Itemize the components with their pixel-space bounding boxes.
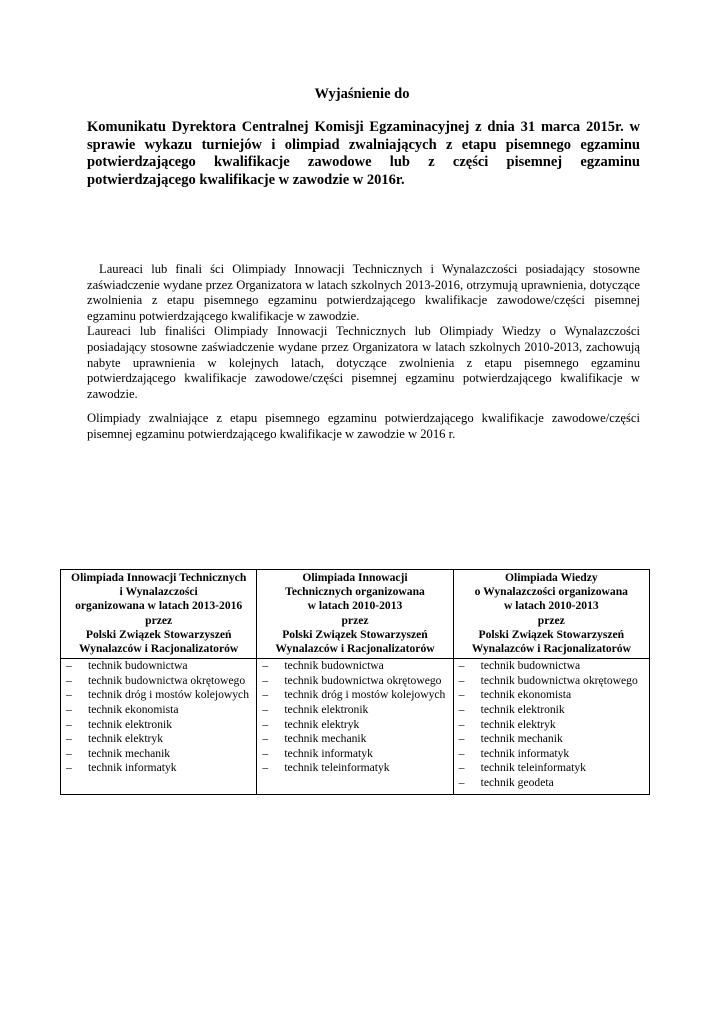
header-line: przez <box>145 613 173 627</box>
list-item: – technik elektryk <box>64 732 253 747</box>
list-item: – technik budownictwa <box>457 659 646 674</box>
list-item: – technik teleinformatyk <box>260 761 449 776</box>
header-line: Wynalazców i Racjonalizatorów <box>275 642 435 656</box>
header-line: Wynalazców i Racjonalizatorów <box>79 642 239 656</box>
list-item: – technik dróg i mostów kolejowych <box>260 688 449 703</box>
list-item: – technik informatyk <box>260 747 449 762</box>
list-item: – technik ekonomista <box>457 688 646 703</box>
header-line: Technicznych organizowana <box>285 585 425 599</box>
header-line: Polski Związek Stowarzyszeń <box>282 627 428 641</box>
paragraph-3: Olimpiady zwalniające z etapu pisemnego egzaminu potwierdzającego kwalifikacje zawodowe/części pisemnej egzaminu potwierdzającego kwalifikacje w zawodzie w 2016 r. <box>87 411 640 441</box>
list-item: – technik budownictwa okrętowego <box>260 674 449 689</box>
list-item: – technik ekonomista <box>64 703 253 718</box>
list-item: – technik geodeta <box>457 776 646 791</box>
column-1-list-cell <box>61 659 257 794</box>
profession-list <box>457 659 646 790</box>
list-item: – technik mechanik <box>64 747 253 762</box>
list-item: – technik mechanik <box>457 732 646 747</box>
paragraph-1: Laureaci lub finali ści Olimpiady Innowacji Technicznych i Wynalazczości posiadający stosowne zaświadczenie wydane przez Organizatora w latach szkolnych 2013-2016, otrzymują uprawnienia, dotyczące zwolnienia z etapu pisemnego egzaminu potwierdzającego kwalifikacje zawodowe/części pisemnej egzaminu potwierdzającego kwalifikacje w zawodzie. <box>87 262 640 323</box>
list-item: – technik dróg i mostów kolejowych <box>64 688 253 703</box>
list-item: – technik elektronik <box>457 703 646 718</box>
list-item: – technik budownictwa okrętowego <box>457 674 646 689</box>
header-olimpiada-wiedzy-2010-2013 <box>453 570 649 659</box>
header-line: Olimpiada Innowacji <box>302 571 408 584</box>
column-2-list-cell <box>257 659 453 794</box>
header-line: przez <box>341 613 369 627</box>
list-item: – technik elektronik <box>260 703 449 718</box>
header-line: w latach 2010-2013 <box>307 599 403 613</box>
body-text <box>87 262 640 443</box>
header-line: przez <box>537 613 565 627</box>
document-subtitle: Komunikatu Dyrektora Centralnej Komisji Egzaminacyjnej z dnia 31 marca 2015r. w sprawie wykazu turniejów i olimpiad zwalniających z etapu pisemnego egzaminu potwierdzającego kwalifikacje zawodowe lub z części pisemnej egzaminu potwierdzającego kwalifikacje w zawodzie w 2016r. <box>87 119 640 188</box>
header-line: Wynalazców i Racjonalizatorów <box>471 642 631 656</box>
header-line: organizowana w latach 2013-2016 <box>75 599 243 613</box>
list-item: – technik teleinformatyk <box>457 761 646 776</box>
header-olimpiada-innowacji-2010-2013 <box>257 570 453 659</box>
profession-list <box>260 659 449 776</box>
list-item: – technik elektronik <box>64 718 253 733</box>
header-line: Olimpiada Innowacji Technicznych <box>71 571 247 584</box>
list-item: – technik budownictwa <box>64 659 253 674</box>
table-row <box>61 659 650 794</box>
header-line: Polski Związek Stowarzyszeń <box>85 627 232 641</box>
list-item: – technik mechanik <box>260 732 449 747</box>
list-item: – technik informatyk <box>457 747 646 762</box>
header-line: Olimpiada Wiedzy <box>504 571 598 584</box>
table-header-row <box>61 570 650 659</box>
list-item: – technik budownictwa <box>260 659 449 674</box>
header-line: i Wynalazczości <box>119 585 198 599</box>
header-olimpiada-innowacji-2013-2016 <box>61 570 257 659</box>
profession-list <box>64 659 253 776</box>
list-item: – technik informatyk <box>64 761 253 776</box>
header-line: o Wynalazczości organizowana <box>474 585 628 599</box>
header-line: Polski Związek Stowarzyszeń <box>478 627 625 641</box>
list-item: – technik elektryk <box>457 718 646 733</box>
header-line: w latach 2010-2013 <box>503 599 599 613</box>
column-3-list-cell <box>453 659 649 794</box>
list-item: – technik budownictwa okrętowego <box>64 674 253 689</box>
list-item: – technik elektryk <box>260 718 449 733</box>
olympiad-table <box>60 569 650 795</box>
document-title: Wyjaśnienie do <box>314 86 410 102</box>
paragraph-2: Laureaci lub finaliści Olimpiady Innowacji Technicznych lub Olimpiady Wiedzy o Wynalazczości posiadający stosowne zaświadczenie wydane przez Organizatora w latach szkolnych 2010-2013, zachowują nabyte uprawnienia w kolejnych latach, dotyczące zwolnienia z etapu pisemnego egzaminu potwierdzającego kwalifikacje zawodowe/części pisemnej egzaminu potwierdzającego kwalifikacje w zawodzie. <box>87 324 640 401</box>
